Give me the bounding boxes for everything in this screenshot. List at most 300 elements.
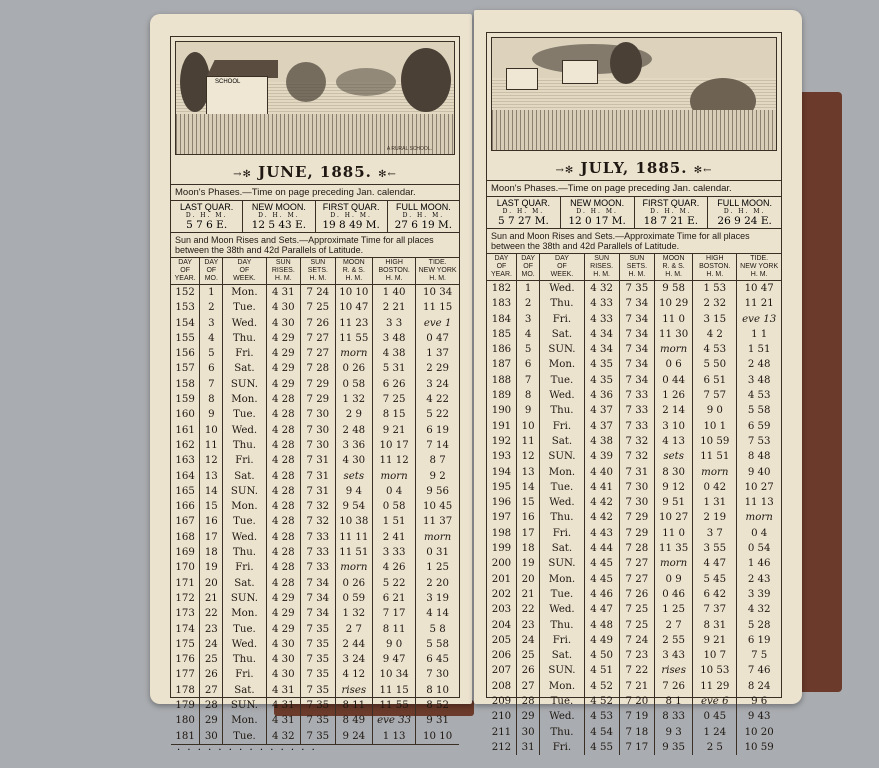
cell-day-of-year: 169 [171,545,200,560]
cell-high-tide-boston: 11 55 [373,698,416,713]
phase-units: D. H. M. [258,212,300,219]
cell-day-of-week: Wed. [540,602,584,617]
june-page [150,14,472,756]
cell-sun-sets: 7 31 [301,484,336,499]
header-line: OF [206,267,217,274]
cell-day-of-month: 8 [200,392,223,407]
cell-day-of-month: 9 [200,407,223,422]
cell-sun-rises: 4 30 [266,667,301,682]
cell-day-of-month: 21 [200,591,223,606]
cell-sun-sets: 7 34 [619,373,654,388]
cell-day-of-week: Sat. [223,683,266,698]
cell-sun-sets: 7 26 [301,316,336,331]
table-header [171,258,459,285]
cell-sun-rises: 4 41 [584,480,619,495]
cell-day-of-year: 173 [171,606,200,621]
cell-day-of-month: 27 [200,683,223,698]
cell-moon-rise-set: morn [335,346,372,361]
cell-day-of-year: 182 [487,281,516,297]
table-row [487,633,781,648]
table-row [171,530,459,545]
cell-day-of-year: 153 [171,300,200,315]
cell-high-tide-boston: 10 59 [693,434,737,449]
cell-moon-rise-set: 3 10 [655,419,693,434]
phase-name: FIRST QUAR. [322,202,380,212]
header-line: SUN [594,255,610,262]
cell-high-tide-boston: 7 25 [373,392,416,407]
cell-sun-rises: 4 30 [266,316,301,331]
cell-day-of-week: Wed. [540,281,584,297]
cell-sun-sets: 7 17 [619,740,654,755]
june-frame [170,36,460,756]
table-row [487,327,781,342]
cell-tide-new-york: eve 13 [742,313,777,325]
cell-day-of-month: 15 [200,499,223,514]
table-row [487,312,781,327]
cell-tide-new-york: 10 10 [423,730,453,742]
cell-day-of-year: 211 [487,725,516,740]
cell-moon-rise-set: 11 0 [655,526,693,541]
cell-tide-new-york: 3 24 [426,378,449,390]
cell-day-of-year: 189 [487,388,516,403]
table-header [487,254,781,281]
cell-moon-rise-set: 9 54 [335,499,372,514]
cell-tide-new-york: 5 58 [426,638,449,650]
cell-moon-rise-set: 1 32 [335,392,372,407]
table-row [171,300,459,315]
cell-high-tide-boston: 6 21 [373,591,416,606]
cell-day-of-month: 22 [516,602,540,617]
cell-moon-rise-set: 0 26 [335,576,372,591]
cell-moon-rise-set: 1 32 [335,606,372,621]
table-row [487,694,781,709]
cell-day-of-week: Sat. [540,327,584,342]
col-sun-rises [266,258,301,285]
phase-name: LAST QUAR. [496,198,551,208]
cell-day-of-week: Sat. [223,576,266,591]
cell-sun-rises: 4 37 [584,419,619,434]
cell-day-of-year: 155 [171,331,200,346]
cell-high-tide-boston: 8 11 [373,622,416,637]
month-title [487,155,781,181]
cell-day-of-year: 165 [171,484,200,499]
cell-moon-rise-set: 3 36 [335,438,372,453]
cell-high-tide-boston: 5 22 [373,576,416,591]
cell-sun-sets: 7 34 [619,296,654,311]
cell-sun-sets: 7 33 [301,560,336,575]
footer-dots: · · · · · · · · · · · · · · [171,744,459,756]
table-row [487,648,781,663]
header-line: NEW YORK [418,267,457,274]
table-row [487,480,781,495]
cell-sun-sets: 7 22 [619,663,654,678]
table-row [487,495,781,510]
cell-day-of-week: Wed. [540,709,584,724]
cell-day-of-month: 3 [516,312,540,327]
cell-day-of-month: 23 [200,622,223,637]
cell-high-tide-boston: 1 51 [373,514,416,529]
cell-high-tide-boston: 2 5 [693,740,737,755]
cell-sun-rises: 4 28 [266,576,301,591]
cell-sun-sets: 7 30 [301,407,336,422]
header-line: H. M. [309,275,327,282]
cell-sun-sets: 7 35 [301,683,336,698]
moon-phase-0 [171,201,243,232]
cell-day-of-month: 10 [200,423,223,438]
moon-phases-title: Moon's Phases.—Time on page preceding Jan. calendar. [171,185,459,201]
cell-high-tide-boston: eve 33 [373,713,416,728]
cell-day-of-week: SUN. [540,342,584,357]
table-row [171,713,459,728]
cell-day-of-year: 152 [171,285,200,301]
cell-day-of-week: Sat. [540,434,584,449]
cell-sun-rises: 4 28 [266,423,301,438]
cell-sun-rises: 4 33 [584,312,619,327]
cell-day-of-month: 19 [200,560,223,575]
cell-high-tide-boston: 8 31 [693,618,737,633]
cell-day-of-month: 2 [200,300,223,315]
cell-day-of-month: 19 [516,556,540,571]
cell-day-of-month: 17 [516,526,540,541]
cell-day-of-week: Tue. [223,407,266,422]
month-title [171,159,459,185]
cell-moon-rise-set: 0 46 [655,587,693,602]
cell-sun-sets: 7 31 [619,465,654,480]
cell-day-of-month: 24 [200,637,223,652]
cell-day-of-year: 172 [171,591,200,606]
farmhouse-illustration [562,60,598,84]
phase-units: D. H. M. [402,212,445,219]
cell-day-of-week: Tue. [223,622,266,637]
cell-day-of-year: 207 [487,663,516,678]
cell-high-tide-boston: 0 45 [693,709,737,724]
july-page [474,10,802,753]
col-moon-rise-set [655,254,693,281]
school-sign: SCHOOL [215,79,241,85]
cell-tide-new-york: 0 4 [751,527,768,539]
cell-day-of-month: 18 [200,545,223,560]
cell-sun-sets: 7 26 [619,587,654,602]
header-line: BOSTON. [699,263,731,270]
cell-day-of-year: 179 [171,698,200,713]
cell-day-of-month: 1 [516,281,540,297]
cell-tide-new-york: 6 59 [747,420,771,432]
cell-day-of-year: 163 [171,453,200,468]
cell-day-of-month: 6 [200,361,223,376]
cell-tide-new-york: 6 19 [747,634,771,646]
cell-tide-new-york: 10 34 [423,287,453,298]
col-tide-new-york [416,258,459,285]
cell-high-tide-boston: 5 45 [693,572,737,587]
table-row [171,560,459,575]
cell-sun-rises: 4 28 [266,484,301,499]
table-row [487,281,781,297]
cell-sun-sets: 7 23 [619,648,654,663]
cell-day-of-month: 14 [200,484,223,499]
cell-high-tide-boston: 4 38 [373,346,416,361]
cell-day-of-year: 160 [171,407,200,422]
cell-high-tide-boston: 7 37 [693,602,737,617]
cell-day-of-week: Fri. [540,312,584,327]
cell-tide-new-york: 9 43 [747,711,771,723]
cell-high-tide-boston: 6 42 [693,587,737,602]
table-row [487,740,781,755]
cell-moon-rise-set: 10 38 [335,514,372,529]
table-row [171,392,459,407]
cell-sun-rises: 4 39 [584,449,619,464]
cell-day-of-week: SUN. [223,698,266,713]
cell-sun-rises: 4 29 [266,377,301,392]
barn-illustration [506,68,538,90]
table-row [487,556,781,571]
cell-sun-rises: 4 45 [584,572,619,587]
cell-tide-new-york: 4 53 [747,390,771,402]
phase-name: FULL MOON. [396,202,451,212]
cell-sun-sets: 7 24 [619,633,654,648]
cell-moon-rise-set: 0 44 [655,373,693,388]
cell-day-of-month: 2 [516,296,540,311]
cell-day-of-year: 200 [487,556,516,571]
cell-high-tide-boston: eve 6 [693,694,737,709]
cell-tide-new-york: 2 20 [426,577,449,589]
cell-high-tide-boston: 3 55 [693,541,737,556]
cell-day-of-month: 7 [516,373,540,388]
july-engraving-farm [491,37,777,151]
cell-sun-sets: 7 29 [301,392,336,407]
cell-high-tide-boston: 11 51 [693,449,737,464]
cell-day-of-month: 26 [200,667,223,682]
header-line: DAY [555,255,569,262]
cell-day-of-week: Wed. [223,316,266,331]
table-row [487,419,781,434]
cell-high-tide-boston: 2 32 [693,296,737,311]
cell-day-of-week: SUN. [223,591,266,606]
cell-high-tide-boston: 1 24 [693,725,737,740]
cell-day-of-year: 159 [171,392,200,407]
col-tide-new-york [737,254,781,281]
table-row [487,403,781,418]
cell-sun-rises: 4 46 [584,587,619,602]
cell-tide-new-york: 11 15 [423,302,453,314]
table-row [487,587,781,602]
cell-sun-sets: 7 31 [301,469,336,484]
cell-tide-new-york: 2 43 [747,573,771,585]
col-day-of-month [200,258,223,285]
cell-high-tide-boston: 3 48 [373,331,416,346]
cell-tide-new-york: 5 8 [429,623,446,635]
cell-sun-rises: 4 30 [266,652,301,667]
cell-sun-sets: 7 32 [619,434,654,449]
cell-sun-rises: 4 28 [266,545,301,560]
cell-tide-new-york: 0 47 [426,332,449,344]
table-row [171,667,459,682]
cell-sun-rises: 4 32 [584,281,619,297]
cell-moon-rise-set: 11 23 [335,316,372,331]
phase-value: 12 0 17 M. [568,215,626,227]
cell-high-tide-boston: 1 13 [373,729,416,744]
cell-day-of-month: 29 [516,709,540,724]
cell-tide-new-york: 7 14 [426,439,449,451]
cell-day-of-month: 11 [200,438,223,453]
header-line: HIGH [385,259,403,266]
cell-day-of-month: 22 [200,606,223,621]
cell-moon-rise-set: 9 35 [655,740,693,755]
cell-sun-rises: 4 34 [584,342,619,357]
cell-day-of-week: Tue. [540,587,584,602]
cell-day-of-week: Thu. [223,331,266,346]
cell-moon-rise-set: 9 12 [655,480,693,495]
phase-units: D. H. M. [185,212,228,219]
phase-units: D. H. M. [502,208,545,215]
table-body [171,285,459,744]
cell-moon-rise-set: rises [335,683,372,698]
cell-day-of-month: 4 [200,331,223,346]
cell-moon-rise-set: 4 12 [335,667,372,682]
cell-tide-new-york: 9 40 [747,466,771,478]
cell-sun-rises: 4 55 [584,740,619,755]
cell-moon-rise-set: 3 43 [655,648,693,663]
cell-day-of-year: 198 [487,526,516,541]
cell-moon-rise-set: 2 9 [335,407,372,422]
cell-high-tide-boston: 4 53 [693,342,737,357]
cell-high-tide-boston: 2 19 [693,510,737,525]
cell-high-tide-boston: 10 53 [693,663,737,678]
cell-day-of-week: Thu. [223,438,266,453]
header-line: H. M. [345,275,363,282]
cell-sun-rises: 4 28 [266,514,301,529]
cell-day-of-week: Sat. [223,361,266,376]
cell-sun-sets: 7 34 [301,591,336,606]
cell-sun-rises: 4 45 [584,556,619,571]
cell-tide-new-york: 8 52 [426,700,449,712]
cell-day-of-year: 195 [487,480,516,495]
table-row [171,499,459,514]
cell-sun-sets: 7 35 [301,622,336,637]
cell-day-of-week: SUN. [540,663,584,678]
header-line: TIDE. [750,255,769,262]
cell-high-tide-boston: 11 29 [693,679,737,694]
col-day-of-month [516,254,540,281]
cell-day-of-year: 197 [487,510,516,525]
header-line: SETS. [626,263,648,270]
table-row [171,285,459,301]
cell-tide-new-york: 4 22 [426,394,449,406]
cell-day-of-month: 14 [516,480,540,495]
cell-day-of-month: 4 [516,327,540,342]
cell-high-tide-boston: 7 17 [373,606,416,621]
cell-moon-rise-set: 4 13 [655,434,693,449]
cell-day-of-year: 170 [171,560,200,575]
cell-sun-sets: 7 24 [301,285,336,301]
cell-tide-new-york: morn [745,512,773,524]
cell-moon-rise-set: 11 30 [655,327,693,342]
cell-high-tide-boston: 2 41 [373,530,416,545]
cell-moon-rise-set: 11 51 [335,545,372,560]
cell-day-of-year: 158 [171,377,200,392]
cell-sun-rises: 4 52 [584,679,619,694]
cell-tide-new-york: 1 37 [426,348,449,360]
cell-day-of-week: Fri. [223,453,266,468]
cell-sun-sets: 7 18 [619,725,654,740]
cell-day-of-week: Wed. [223,637,266,652]
cell-sun-rises: 4 30 [266,300,301,315]
table-row [171,469,459,484]
table-row [171,331,459,346]
moon-phase-3 [708,197,781,228]
cell-high-tide-boston: 3 7 [693,526,737,541]
phase-units: D. H. M. [330,212,372,219]
table-row [171,698,459,713]
header-line: H. M. [274,275,292,282]
table-row [171,484,459,499]
moon-phase-2 [316,201,388,232]
cell-day-of-week: Thu. [540,725,584,740]
header-line: MO. [521,271,535,278]
cell-day-of-month: 24 [516,633,540,648]
cell-sun-rises: 4 42 [584,495,619,510]
cell-moon-rise-set: 8 33 [655,709,693,724]
cell-day-of-month: 10 [516,419,540,434]
table-row [171,361,459,376]
cell-moon-rise-set: 10 10 [335,285,372,301]
cell-day-of-month: 12 [200,453,223,468]
cell-tide-new-york: 8 7 [429,455,446,467]
phase-units: D. H. M. [650,208,692,215]
cell-day-of-month: 8 [516,388,540,403]
cell-day-of-month: 23 [516,618,540,633]
cell-sun-rises: 4 34 [584,327,619,342]
cell-high-tide-boston: 7 57 [693,388,737,403]
cell-day-of-week: Wed. [223,423,266,438]
cell-high-tide-boston: 5 31 [373,361,416,376]
cell-day-of-year: 175 [171,637,200,652]
cell-tide-new-york: eve 1 [423,317,452,329]
ornament-right: ✻← [378,169,397,180]
cell-tide-new-york: 8 10 [426,684,449,696]
cell-day-of-week: SUN. [540,449,584,464]
header-line: H. M. [429,275,446,282]
cell-high-tide-boston: 6 26 [373,377,416,392]
cell-sun-rises: 4 35 [584,357,619,372]
cell-moon-rise-set: 9 58 [655,281,693,297]
moon-phase-2 [635,197,709,228]
cell-sun-rises: 4 31 [266,713,301,728]
cell-sun-sets: 7 34 [619,342,654,357]
header-line: WEEK. [233,275,256,282]
table-row [487,373,781,388]
cell-high-tide-boston: 9 21 [373,423,416,438]
cell-moon-rise-set: sets [655,449,693,464]
cell-sun-rises: 4 43 [584,526,619,541]
cell-sun-rises: 4 29 [266,606,301,621]
cell-day-of-year: 157 [171,361,200,376]
header-line: WEEK. [550,271,574,278]
cell-sun-rises: 4 48 [584,618,619,633]
header-line: RISES. [590,263,614,270]
cell-tide-new-york: 1 25 [426,562,449,574]
cell-moon-rise-set: morn [335,560,372,575]
cell-day-of-month: 13 [200,469,223,484]
col-day-of-year [487,254,516,281]
col-sun-sets [619,254,654,281]
cell-sun-sets: 7 30 [619,495,654,510]
table-row [487,449,781,464]
header-line: OF [239,267,250,274]
table-row [171,652,459,667]
cell-moon-rise-set: 8 49 [335,713,372,728]
table-row [171,683,459,698]
cell-day-of-month: 15 [516,495,540,510]
